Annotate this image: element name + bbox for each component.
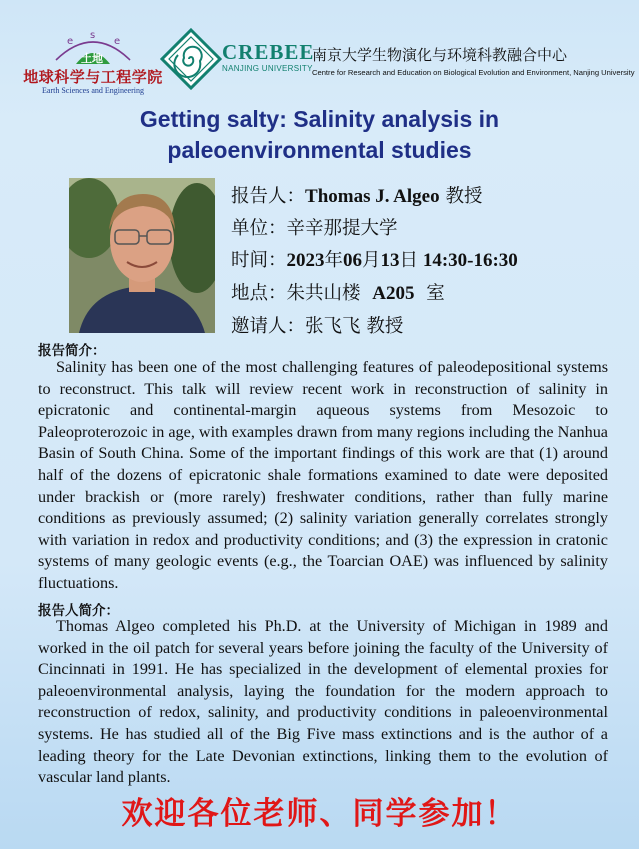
bio-heading: 报告人简介： (38, 603, 119, 619)
school-emblem-glyph: 土地 (81, 52, 103, 65)
crebee-wordmark: CREBEE (222, 40, 315, 64)
speaker-name: Thomas J. Algeo (305, 186, 440, 207)
time-day: 13 (380, 250, 400, 271)
unit-line (231, 214, 398, 240)
speaker-label: 报告人： (231, 186, 306, 207)
crebee-emblem-icon (160, 28, 222, 90)
school-name-cn: 地球科学与工程学院 (23, 68, 163, 86)
time-label: 时间： (231, 250, 287, 271)
place-room: A205 (372, 283, 415, 304)
place-building: 朱共山楼 (286, 283, 361, 304)
talk-title-line1: Getting salty: Salinity analysis in (139, 106, 500, 132)
place-suffix: 室 (426, 283, 445, 304)
abstract-heading: 报告简介： (38, 343, 106, 359)
time-year-suffix: 年 (324, 250, 344, 271)
school-logo (18, 30, 168, 98)
center-name-en: Centre for Research and Education on Biological Evolution and Environment, Nanjing University (312, 68, 635, 77)
school-name-en: Earth Sciences and Engineering (42, 86, 144, 95)
speaker-photo (69, 178, 215, 333)
inviter-label: 邀请人： (231, 316, 306, 337)
school-emblem-letter: s (90, 30, 96, 41)
talk-title (0, 104, 639, 166)
inviter-line (231, 312, 403, 338)
crebee-subtitle: NANJING UNIVERSITY (222, 64, 313, 73)
school-emblem-letter: e (67, 36, 74, 47)
time-year: 2023 (286, 250, 325, 271)
center-name-cn: 南京大学生物演化与环境科教融合中心 (312, 46, 568, 64)
place-line (231, 279, 445, 305)
talk-title-line2: paleoenvironmental studies (167, 137, 472, 163)
speaker-line (231, 182, 483, 208)
unit-label: 单位： (231, 218, 287, 239)
school-emblem-icon (18, 30, 168, 70)
school-emblem-letter: e (114, 36, 121, 47)
time-month: 06 (343, 250, 363, 271)
unit-value: 辛辛那提大学 (286, 218, 398, 239)
time-month-suffix: 月 (362, 250, 381, 271)
bio-text: Thomas Algeo completed his Ph.D. at the University of Michigan in 1989 and worked in the oil patch for several years before joining the faculty of the University of Cincinnati in 1991. He has specialized in the development of elemental proxies for paleoenvironmental analysis, laying the foundation for the modern approach to reconstruction of redox, salinity, and productivity conditions in paleoenvironmental systems. He has studied all of the Big Five mass extinctions and is the author of a leading theory for the Late Devonian extinctions, linking them to the evolution of vascular land plants. (38, 617, 608, 787)
welcome-banner: 欢迎各位老师、同学参加！ (121, 796, 518, 832)
abstract-text: Salinity has been one of the most challenging features of paleodepositional systems to reconstruct. This talk will review recent work in reconstruction of salinity in epicratonic and continental-margin aqueous systems from Mesozoic to Paleoproterozoic in age, with examples drawn from many regions including the Nanhua Basin of South China. Some of the important findings of this work are that (1) around half of the dozens of epicratonic shale formations examined to date were deposited under brackish or (more rarely) freshwater conditions, rather than fully marine conditions as previously assumed; (2) salinity variation generally correlates strongly with variation in redox and productivity conditions; and (3) the expression in cratonic systems of many geologic events (e.g., the Toarcian OAE) was influenced by salinity fluctuations. (38, 358, 608, 592)
inviter-value: 张飞飞 教授 (305, 316, 404, 337)
time-line (231, 246, 518, 272)
time-range: 14:30-16:30 (418, 250, 518, 271)
speaker-title: 教授 (439, 186, 483, 207)
place-label: 地点： (231, 283, 287, 304)
time-day-suffix: 日 (399, 250, 419, 271)
